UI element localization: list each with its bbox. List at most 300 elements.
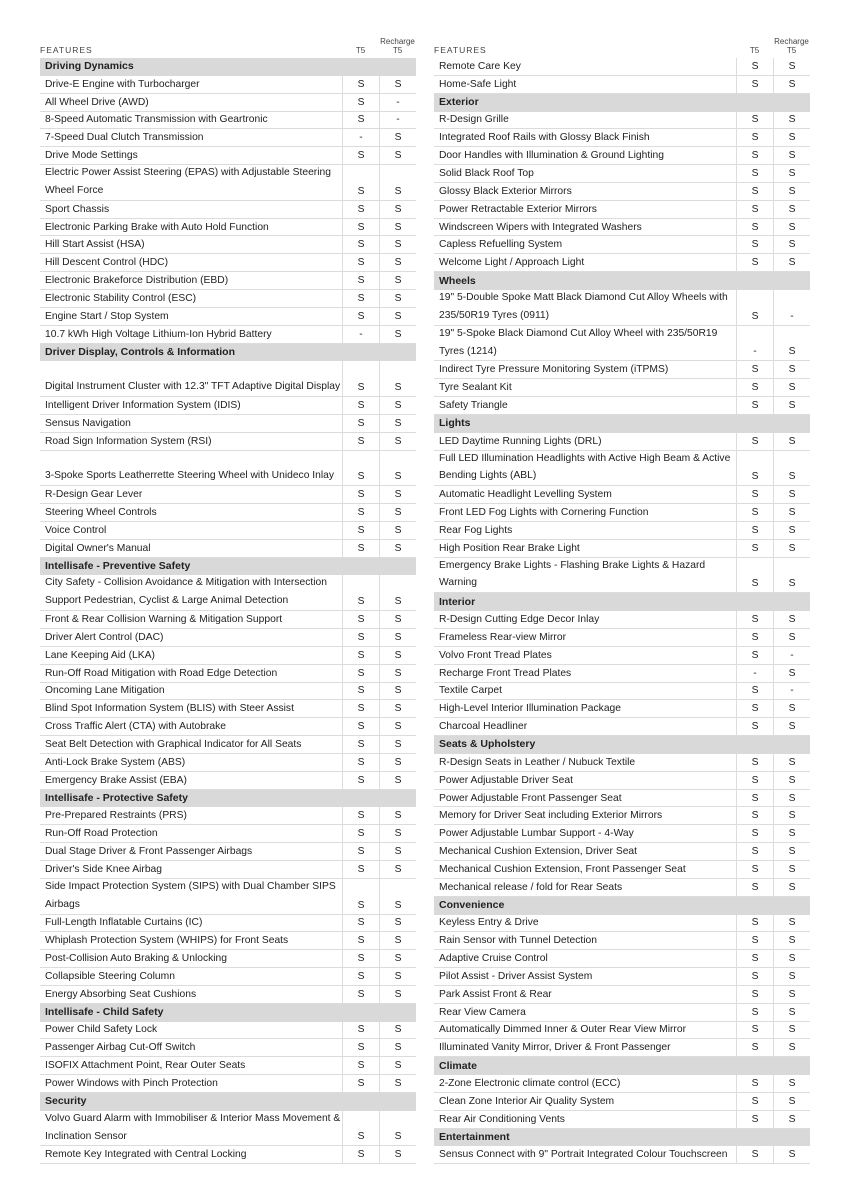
recharge-value: S [773,950,810,967]
table-row [434,772,810,790]
t5-value: S [736,843,773,860]
table-row [40,433,416,451]
table-row [434,486,810,504]
t5-value: S [342,611,379,628]
recharge-header: Recharge T5 [380,37,415,55]
recharge-value: S [773,379,810,396]
recharge-value: S [379,879,416,914]
feature-name: Clean Zone Interior Air Quality System [439,1095,615,1107]
table-row [434,825,810,843]
table-row [434,843,810,861]
table-row [434,219,810,237]
t5-value: S [736,1022,773,1039]
table-row [434,361,810,379]
feature-name: Sensus Connect with 9" Portrait Integrated Colour Touchscreen [439,1149,728,1161]
recharge-value: S [379,843,416,860]
feature-name: High Position Rear Brake Light [439,542,580,554]
t5-value: S [736,1075,773,1092]
t5-value: S [736,486,773,503]
feature-name: Rain Sensor with Tunnel Detection [439,935,597,947]
table-row [434,1075,810,1093]
feature-name: Run-Off Road Mitigation with Road Edge Detection [45,667,278,679]
feature-name: Remote Key Integrated with Central Locking [45,1149,247,1161]
t5-value: S [736,772,773,789]
t5-value: S [736,968,773,985]
feature-name: Cross Traffic Alert (CTA) with Autobrake [45,721,227,733]
right-table-body [434,58,810,1164]
t5-value: S [342,522,379,539]
t5-value: S [342,236,379,253]
section-header: Security [40,1093,416,1111]
recharge-value: S [773,165,810,182]
feature-name: Rear Fog Lights [439,524,513,536]
section-header: Wheels [434,272,810,290]
feature-name: Intelligent Driver Information System (IDIS) [45,399,241,411]
recharge-value: S [379,1111,416,1146]
table-row [40,843,416,861]
t5-value: S [342,629,379,646]
feature-name: Power Adjustable Lumbar Support - 4-Way [439,828,634,840]
t5-value: - [342,326,379,343]
table-row [40,1111,416,1147]
feature-name: Power Retractable Exterior Mirrors [439,203,597,215]
table-row [434,647,810,665]
recharge-value: S [773,112,810,129]
feature-name: Blind Spot Information System (BLIS) with Steer Assist [45,703,294,715]
feature-name: Electric Power Assist Steering (EPAS) with Adjustable Steering Wheel Force [45,167,331,196]
table-row [434,326,810,362]
table-row [40,879,416,915]
feature-name: 10.7 kWh High Voltage Lithium-Ion Hybrid Battery [45,328,272,340]
recharge-value: S [773,326,810,361]
feature-name: 8-Speed Automatic Transmission with Geartronic [45,114,268,126]
table-row [40,1039,416,1057]
section-header: Interior [434,593,810,611]
recharge-header: Recharge T5 [774,37,809,55]
t5-value: S [342,272,379,289]
table-row [434,754,810,772]
table-row [434,183,810,201]
t5-value: S [736,825,773,842]
recharge-value: S [379,129,416,146]
t5-value: S [736,1004,773,1021]
table-row [434,950,810,968]
t5-value: S [736,754,773,771]
t5-value: S [342,968,379,985]
t5-value: S [736,165,773,182]
t5-value: S [736,183,773,200]
table-row [434,504,810,522]
table-row [40,415,416,433]
t5-value: S [342,754,379,771]
section-header: Convenience [434,897,810,915]
feature-name: Dual Stage Driver & Front Passenger Airbags [45,846,253,858]
recharge-value: S [379,825,416,842]
feature-name: Park Assist Front & Rear [439,988,552,1000]
table-row [40,1022,416,1040]
t5-value: S [342,1039,379,1056]
recharge-value: S [379,486,416,503]
feature-name: Digital Instrument Cluster with 12.3" TFT Adaptive Digital Display [45,381,341,393]
t5-value: S [342,147,379,164]
feature-name: 19" 5-Spoke Black Diamond Cut Alloy Wheel with 235/50R19 Tyres (1214) [439,327,718,357]
section-header: Intellisafe - Preventive Safety [40,558,416,576]
recharge-value: S [379,254,416,271]
t5-header: T5 [749,46,760,55]
left-column [40,34,416,1164]
table-row [40,522,416,540]
t5-value: S [736,58,773,75]
table-row [40,968,416,986]
table-row [40,772,416,790]
feature-name: Collapsible Steering Column [45,970,175,982]
t5-value: S [342,433,379,450]
t5-value: S [342,415,379,432]
t5-value: S [342,950,379,967]
recharge-value: S [379,1146,416,1163]
t5-value: S [736,683,773,700]
table-row [434,629,810,647]
feature-name: Post-Collision Auto Braking & Unlocking [45,953,228,965]
recharge-value: S [379,665,416,682]
recharge-value: S [379,272,416,289]
table-row [434,790,810,808]
table-row [434,558,810,594]
t5-value: S [736,718,773,735]
t5-value: S [342,1022,379,1039]
t5-value: S [736,1093,773,1110]
recharge-value: S [773,147,810,164]
feature-name: Power Child Safety Lock [45,1024,158,1036]
table-row [434,879,810,897]
feature-name: Driver Alert Control (DAC) [45,631,164,643]
t5-value: S [736,986,773,1003]
recharge-value: S [773,772,810,789]
t5-value: S [736,361,773,378]
table-row [40,201,416,219]
recharge-value: S [773,361,810,378]
feature-name: Front LED Fog Lights with Cornering Function [439,507,649,519]
recharge-value: S [379,700,416,717]
recharge-value: S [379,754,416,771]
recharge-value: S [773,254,810,271]
table-row [40,254,416,272]
feature-name: Integrated Roof Rails with Glossy Black Finish [439,132,650,144]
recharge-value: S [773,522,810,539]
t5-value: S [342,932,379,949]
feature-name: Safety Triangle [439,399,508,411]
table-row [40,272,416,290]
recharge-value: S [379,308,416,325]
t5-value: S [342,718,379,735]
feature-name: Automatically Dimmed Inner & Outer Rear View Mirror [439,1024,687,1036]
recharge-value: S [379,326,416,343]
recharge-value: S [773,219,810,236]
recharge-value: S [379,76,416,93]
section-header: Exterior [434,94,810,112]
t5-value: S [736,1146,773,1163]
t5-value: S [736,1039,773,1056]
feature-name: ISOFIX Attachment Point, Rear Outer Seats [45,1060,246,1072]
table-row [434,861,810,879]
t5-value: S [342,825,379,842]
feature-name: Volvo Front Tread Plates [439,649,552,661]
feature-name: Keyless Entry & Drive [439,917,539,929]
feature-name: Hill Descent Control (HDC) [45,257,169,269]
table-row [40,1075,416,1093]
recharge-value: S [379,504,416,521]
feature-name: Charcoal Headliner [439,721,528,733]
table-row [434,665,810,683]
table-row [40,718,416,736]
t5-value: S [736,950,773,967]
t5-value: S [736,629,773,646]
table-row [434,433,810,451]
table-row [434,932,810,950]
t5-value: S [342,290,379,307]
feature-name: Textile Carpet [439,685,502,697]
feature-name: 7-Speed Dual Clutch Transmission [45,132,204,144]
table-row [40,647,416,665]
t5-value: S [342,861,379,878]
t5-value: S [736,504,773,521]
table-row [434,1093,810,1111]
table-row [40,807,416,825]
features-header: FEATURES [40,45,93,55]
recharge-value: S [773,558,810,593]
column-header [434,34,810,58]
t5-value: S [736,236,773,253]
t5-value: S [342,254,379,271]
recharge-value: S [379,968,416,985]
feature-name: Glossy Black Exterior Mirrors [439,185,572,197]
feature-name: Engine Start / Stop System [45,310,169,322]
feature-name: High-Level Interior Illumination Package [439,703,622,715]
table-row [40,575,416,611]
t5-value: S [736,451,773,486]
recharge-value: S [773,397,810,414]
recharge-value: S [379,986,416,1003]
right-column [434,34,810,1164]
t5-value: S [342,665,379,682]
recharge-value: S [379,807,416,824]
recharge-value: S [379,219,416,236]
left-table-body [40,58,416,1164]
recharge-value: S [773,754,810,771]
recharge-value: S [379,1039,416,1056]
table-row [40,219,416,237]
t5-value: S [736,76,773,93]
t5-value: S [736,433,773,450]
feature-name: Home-Safe Light [439,78,517,90]
recharge-value: S [379,451,416,486]
feature-name: 3-Spoke Sports Leatherrette Steering Wheel with Unideco Inlay [45,470,335,482]
feature-name: City Safety - Collision Avoidance & Mitigation with Intersection Support Pedestrian, Cyclist & Large Animal Detection [45,577,327,607]
t5-value: S [342,915,379,932]
feature-name: Indirect Tyre Pressure Monitoring System (iTPMS) [439,364,669,376]
feature-name: Door Handles with Illumination & Ground Lighting [439,150,664,162]
section-header: Lights [434,415,810,433]
recharge-value: S [773,1022,810,1039]
recharge-value: S [379,950,416,967]
feature-name: R-Design Cutting Edge Decor Inlay [439,614,600,626]
feature-name: Emergency Brake Lights - Flashing Brake Lights & Hazard Warning [439,559,706,589]
recharge-value: S [773,879,810,896]
t5-value: S [736,807,773,824]
section-header: Seats & Upholstery [434,736,810,754]
table-row [434,1022,810,1040]
feature-name: Hill Start Assist (HSA) [45,239,145,251]
recharge-value: S [773,183,810,200]
table-row [434,254,810,272]
feature-name: Windscreen Wipers with Integrated Washers [439,221,642,233]
t5-value: S [736,540,773,557]
t5-value: S [736,219,773,236]
recharge-value: S [773,1004,810,1021]
t5-value: S [342,772,379,789]
t5-value: S [342,736,379,753]
feature-name: Passenger Airbag Cut-Off Switch [45,1042,196,1054]
recharge-value: S [773,629,810,646]
t5-value: S [342,1111,379,1146]
feature-name: Solid Black Roof Top [439,167,534,179]
table-row [434,522,810,540]
t5-value: S [736,647,773,664]
features-header: FEATURES [434,45,487,55]
recharge-value: S [379,415,416,432]
table-row [434,986,810,1004]
feature-name: Mechanical release / fold for Rear Seats [439,881,623,893]
recharge-value: S [379,397,416,414]
feature-name: Sensus Navigation [45,417,131,429]
recharge-value: S [379,1075,416,1092]
feature-name: Energy Absorbing Seat Cushions [45,988,197,1000]
feature-name: Frameless Rear-view Mirror [439,631,567,643]
t5-value: S [342,201,379,218]
recharge-value: S [379,236,416,253]
t5-value: - [342,129,379,146]
recharge-value: S [773,611,810,628]
recharge-value: S [379,165,416,200]
feature-name: Seat Belt Detection with Graphical Indicator for All Seats [45,738,302,750]
recharge-value: S [773,451,810,486]
table-row [434,290,810,326]
recharge-value: S [379,861,416,878]
table-row [434,1039,810,1057]
feature-name: Oncoming Lane Mitigation [45,685,165,697]
table-row [434,915,810,933]
table-row [434,700,810,718]
recharge-value: S [379,1057,416,1074]
recharge-value: S [773,129,810,146]
t5-value: S [736,129,773,146]
feature-name: Memory for Driver Seat including Exterior Mirrors [439,810,663,822]
recharge-value: S [773,718,810,735]
t5-value: S [736,254,773,271]
table-row [434,611,810,629]
feature-name: Power Adjustable Driver Seat [439,774,573,786]
feature-name: Remote Care Key [439,60,521,72]
t5-value: S [736,522,773,539]
recharge-value: - [773,647,810,664]
table-row [434,112,810,130]
t5-value: S [342,879,379,914]
feature-name: Road Sign Information System (RSI) [45,435,212,447]
feature-name: 2-Zone Electronic climate control (ECC) [439,1078,621,1090]
t5-value: S [342,1057,379,1074]
table-row [434,147,810,165]
table-row [40,611,416,629]
recharge-value: S [773,843,810,860]
table-row [40,147,416,165]
feature-name: Run-Off Road Protection [45,828,158,840]
table-row [40,326,416,344]
section-header: Intellisafe - Protective Safety [40,790,416,808]
recharge-value: S [379,629,416,646]
table-row [434,76,810,94]
t5-value: S [342,1075,379,1092]
table-row [40,504,416,522]
table-row [434,236,810,254]
t5-value: S [736,861,773,878]
t5-value: S [342,843,379,860]
recharge-value: S [379,201,416,218]
table-row [40,361,416,397]
t5-value: - [736,326,773,361]
recharge-value: S [773,1111,810,1128]
table-row [434,1111,810,1129]
feature-name: Pilot Assist - Driver Assist System [439,970,593,982]
t5-value: S [342,112,379,129]
table-row [434,683,810,701]
feature-name: Power Windows with Pinch Protection [45,1078,218,1090]
t5-value: S [342,165,379,200]
recharge-value: S [773,1146,810,1163]
table-row [434,201,810,219]
recharge-value: S [773,201,810,218]
table-row [40,932,416,950]
feature-name: Drive-E Engine with Turbocharger [45,78,200,90]
recharge-value: S [379,540,416,557]
feature-name: All Wheel Drive (AWD) [45,96,149,108]
feature-name: Lane Keeping Aid (LKA) [45,649,155,661]
feature-name: Electronic Parking Brake with Auto Hold Function [45,221,269,233]
table-row [40,700,416,718]
recharge-value: S [773,986,810,1003]
recharge-value: S [379,147,416,164]
table-row [434,165,810,183]
feature-name: Electronic Brakeforce Distribution (EBD) [45,275,229,287]
recharge-value: S [379,647,416,664]
t5-value: S [736,201,773,218]
feature-name: Adaptive Cruise Control [439,953,548,965]
feature-name: Voice Control [45,524,107,536]
recharge-value: S [379,718,416,735]
feature-name: Rear Air Conditioning Vents [439,1113,565,1125]
table-row [40,112,416,130]
section-header: Entertainment [434,1129,810,1147]
t5-header: T5 [355,46,366,55]
recharge-value: S [773,825,810,842]
t5-value: S [342,647,379,664]
feature-name: Capless Refuelling System [439,239,563,251]
recharge-value: S [379,361,416,396]
table-row [40,236,416,254]
table-row [40,683,416,701]
t5-value: S [736,915,773,932]
table-row [434,58,810,76]
t5-value: S [342,397,379,414]
